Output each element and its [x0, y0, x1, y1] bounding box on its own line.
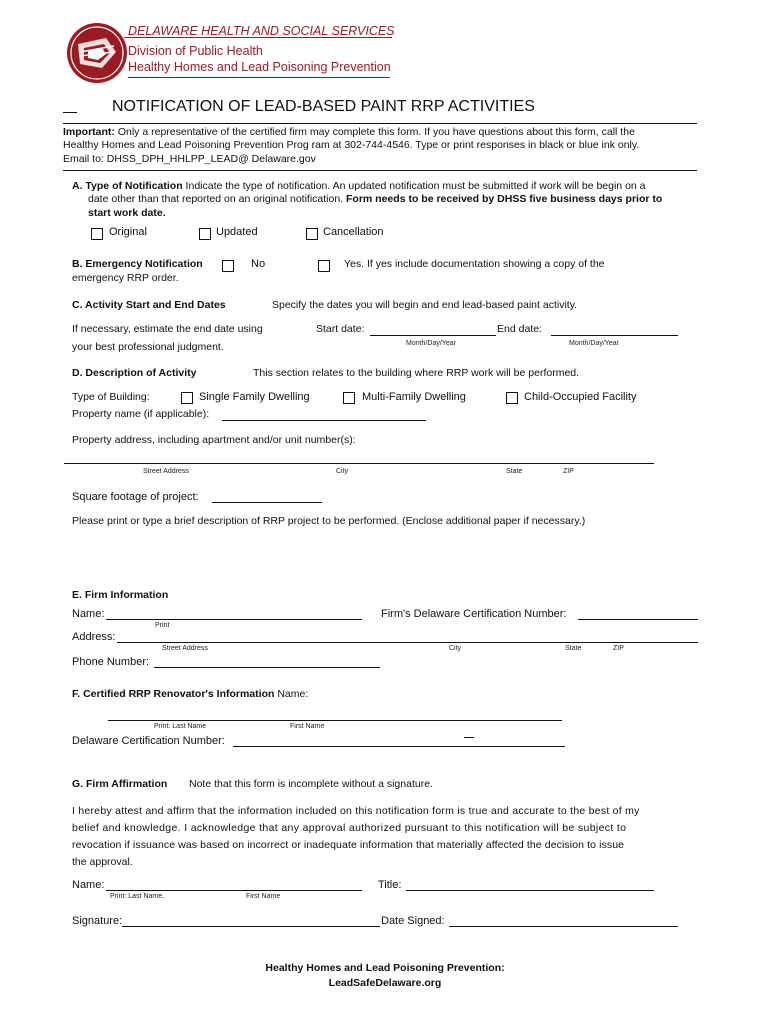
emergency-no-label: No: [251, 258, 266, 270]
square-footage-field[interactable]: [212, 502, 322, 503]
important-line-3: Email to: DHSS_DPH_HHLPP_LEAD@ Delaware.gov: [63, 153, 316, 165]
section-d-heading-row: [72, 367, 196, 379]
cancellation-label: Cancellation: [323, 226, 384, 238]
section-d-letter: D.: [72, 367, 83, 379]
project-description-label: Please print or type a brief description of RRP project to be performed. (Enclose additional paper if necessary.): [72, 515, 586, 527]
emergency-no-checkbox[interactable]: [222, 260, 234, 272]
child-occupied-label: Child-Occupied Facility: [524, 391, 637, 403]
section-d-instruction: This section relates to the building where RRP work will be performed.: [253, 367, 580, 379]
title-tick: [63, 112, 77, 113]
property-street-caption: Street Address: [143, 468, 189, 475]
dhss-logo: [66, 22, 128, 84]
section-c-note-2: your best professional judgment.: [72, 341, 224, 353]
form-title: NOTIFICATION OF LEAD-BASED PAINT RRP ACTIVITIES: [112, 98, 535, 115]
section-d-heading: Description of Activity: [85, 367, 197, 379]
section-a-text-2a: date other than that reported on an original notification.: [88, 193, 347, 205]
child-occupied-checkbox[interactable]: [506, 392, 518, 404]
section-b-letter: B.: [72, 258, 83, 270]
section-a-line-3: start work date.: [88, 207, 166, 219]
section-f-heading-row: [72, 688, 308, 700]
section-a-text-2b: Form needs to be received by DHSS five business days prior to: [346, 193, 663, 205]
affirmation-line-3: revocation if issuance was based on incorrect or inadequate information that materially affected the decision to issue: [72, 839, 625, 851]
property-address-field[interactable]: [64, 463, 654, 464]
firm-zip-caption: ZIP: [613, 645, 624, 652]
affirm-name-label: Name:: [72, 879, 105, 891]
section-e-heading: E. Firm Information: [72, 589, 169, 601]
end-date-label: End date:: [497, 323, 542, 335]
signature-field[interactable]: [122, 926, 380, 927]
section-a-text-1: Indicate the type of notification. An updated notification must be submitted if work will be begin on a: [182, 180, 646, 192]
dhss-seal-icon: [66, 22, 128, 84]
single-family-checkbox[interactable]: [181, 392, 193, 404]
renovator-cert-label: Delaware Certification Number:: [72, 735, 225, 747]
section-f-name-suffix: Name:: [274, 688, 309, 700]
firm-name-print-caption: Print: [155, 622, 170, 629]
start-date-field[interactable]: [370, 335, 496, 336]
start-date-format: Month/Day/Year: [406, 340, 456, 347]
property-address-label: Property address, including apartment and/or unit number(s):: [72, 434, 356, 446]
renovator-last-name-caption: Print: Last Name: [154, 723, 207, 730]
start-date-label: Start date:: [316, 323, 365, 335]
firm-city-caption: City: [449, 645, 462, 652]
project-description-area[interactable]: [72, 532, 692, 582]
original-checkbox[interactable]: [91, 228, 103, 240]
header-rule-bottom: [128, 77, 390, 78]
footer-website[interactable]: LeadSafeDelaware.org: [328, 977, 442, 989]
property-name-field[interactable]: [222, 420, 426, 421]
agency-name: DELAWARE HEALTH AND SOCIAL SERVICES: [128, 24, 395, 38]
section-f-heading: F. Certified RRP Renovator's Information: [72, 688, 275, 700]
firm-name-label: Name:: [72, 608, 105, 620]
firm-phone-label: Phone Number:: [72, 656, 150, 668]
property-city-caption: City: [336, 468, 349, 475]
section-c-instruction: Specify the dates you will begin and end lead-based paint activity.: [272, 299, 578, 311]
affirm-first-name-caption: First Name: [246, 893, 281, 900]
affirm-title-field[interactable]: [406, 890, 654, 891]
emergency-yes-checkbox[interactable]: [318, 260, 330, 272]
division-name: Division of Public Health: [128, 44, 263, 58]
cancellation-checkbox[interactable]: [306, 228, 318, 240]
footer-program: Healthy Homes and Lead Poisoning Prevention:: [265, 962, 505, 974]
title-rule: [63, 123, 697, 124]
signature-label: Signature:: [72, 915, 123, 927]
section-a-letter: A.: [72, 180, 83, 192]
multi-family-checkbox[interactable]: [343, 392, 355, 404]
single-family-label: Single Family Dwelling: [199, 391, 310, 403]
firm-address-label: Address:: [72, 631, 116, 643]
firm-address-field[interactable]: [117, 642, 698, 643]
important-line-1: [63, 126, 635, 138]
firm-phone-field[interactable]: [154, 667, 380, 668]
section-a-line-1: [72, 180, 646, 192]
section-a-heading: Type of Notification: [85, 180, 183, 192]
section-g-heading: G. Firm Affirmation: [72, 778, 168, 790]
property-state-caption: State: [506, 468, 523, 475]
renovator-cert-field[interactable]: [233, 746, 565, 747]
end-date-format: Month/Day/Year: [569, 340, 619, 347]
affirm-last-name-caption: Print: Last Name,: [110, 893, 165, 900]
end-date-field[interactable]: [551, 335, 678, 336]
important-label: Important:: [63, 126, 115, 138]
section-a-line-2: [88, 193, 662, 205]
firm-cert-field[interactable]: [578, 619, 698, 620]
affirmation-line-2: belief and knowledge. I acknowledge that any approval authorized pursuant to this notification will be subject to: [72, 822, 627, 834]
emergency-yes-label: Yes. If yes include documentation showing a copy of the: [344, 258, 605, 270]
original-label: Original: [109, 226, 147, 238]
important-line-2: Healthy Homes and Lead Poisoning Prevention Prog ram at 302-744-4546. Type or print responses in black or blue ink only.: [63, 139, 640, 151]
building-type-label: Type of Building:: [72, 391, 150, 403]
firm-state-caption: State: [565, 645, 582, 652]
affirmation-line-4: the approval.: [72, 856, 133, 868]
section-g-note: Note that this form is incomplete without a signature.: [189, 778, 433, 790]
emergency-continuation: emergency RRP order.: [72, 272, 179, 284]
affirmation-line-1: I hereby attest and affirm that the information included on this notification form is true and accurate to the best of my: [72, 805, 640, 817]
affirm-name-field[interactable]: [106, 890, 362, 891]
section-b-heading-row: [72, 258, 203, 270]
date-signed-label: Date Signed:: [381, 915, 445, 927]
program-name: Healthy Homes and Lead Poisoning Prevention: [128, 60, 391, 74]
property-zip-caption: ZIP: [563, 468, 574, 475]
updated-label: Updated: [216, 226, 258, 238]
firm-cert-label: Firm's Delaware Certification Number:: [381, 608, 567, 620]
section-b-heading: Emergency Notification: [85, 258, 203, 270]
renovator-name-field[interactable]: [108, 720, 562, 721]
important-rule: [63, 170, 697, 171]
section-c-note-1: If necessary, estimate the end date using: [72, 323, 263, 335]
firm-street-caption: Street Address: [162, 645, 208, 652]
affirm-title-label: Title:: [378, 879, 402, 891]
square-footage-label: Square footage of project:: [72, 491, 199, 503]
section-c-heading: C. Activity Start and End Dates: [72, 299, 226, 311]
updated-checkbox[interactable]: [199, 228, 211, 240]
renovator-cert-dash: [464, 737, 474, 738]
property-name-label: Property name (if applicable):: [72, 408, 210, 420]
firm-name-field[interactable]: [106, 619, 362, 620]
renovator-first-name-caption: First Name: [290, 723, 325, 730]
date-signed-field[interactable]: [449, 926, 678, 927]
multi-family-label: Multi-Family Dwelling: [362, 391, 466, 403]
important-text-1: Only a representative of the certified firm may complete this form. If you have questions about this form, call the: [114, 126, 635, 138]
